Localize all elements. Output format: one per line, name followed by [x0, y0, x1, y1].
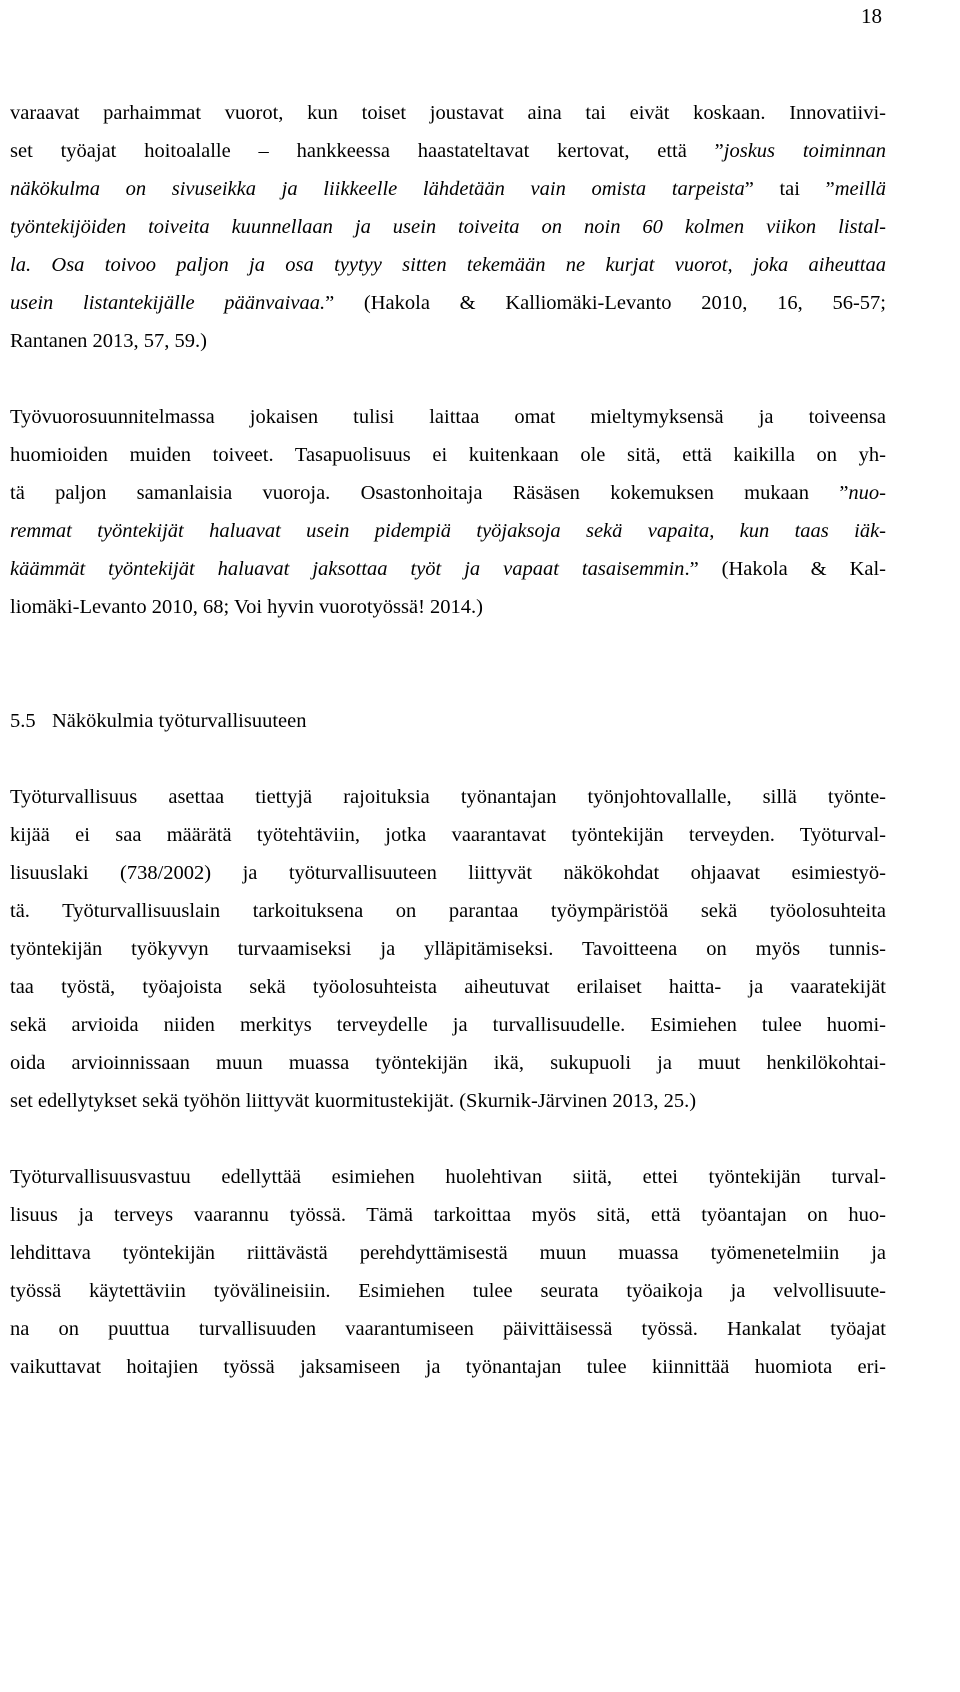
text-line [10, 1234, 886, 1272]
text-run: lisuuslaki (738/2002) ja työturvallisuuteen liittyvät näkökohdat ohjaavat esimiestyö- [10, 862, 886, 884]
paragraph [10, 778, 886, 1120]
text-run: .” (Hakola & Kal- [684, 558, 887, 580]
text-line [10, 284, 886, 322]
text-line [10, 398, 886, 436]
text-run: Työturvallisuusvastuu edellyttää esimiehen huolehtivan siitä, ettei työntekijän turval- [10, 1166, 886, 1188]
text-line [10, 968, 886, 1006]
text-run: taa työstä, työajoista sekä työolosuhteista aiheutuvat erilaiset haitta- ja vaaratekijät [10, 976, 886, 998]
document-body [10, 94, 886, 1386]
text-run: liomäki-Levanto 2010, 68; Voi hyvin vuorotyössä! 2014.) [10, 596, 483, 618]
text-line [10, 550, 886, 588]
text-line [10, 854, 886, 892]
text-run: Rantanen 2013, 57, 59.) [10, 330, 207, 352]
text-line [10, 94, 886, 132]
text-line [10, 170, 886, 208]
text-line [10, 436, 886, 474]
italic-text: remmat työntekijät haluavat usein pidempiä työjaksoja sekä vapaita, kun taas iäk- [10, 520, 886, 542]
text-run: tä. Työturvallisuuslain tarkoituksena on parantaa työympäristöä sekä työolosuhteita [10, 900, 886, 922]
text-line [10, 1310, 886, 1348]
text-line [10, 816, 886, 854]
text-line [10, 322, 886, 360]
section-title: Näkökulmia työturvallisuuteen [52, 710, 307, 732]
text-line [10, 1006, 886, 1044]
text-line [10, 778, 886, 816]
text-run: ” (Hakola & Kalliomäki-Levanto 2010, 16, 56-57; [325, 292, 886, 314]
text-line [10, 208, 886, 246]
paragraph [10, 1158, 886, 1386]
paragraph-gap [10, 360, 886, 398]
paragraph-group-before [10, 94, 886, 626]
text-run: Työturvallisuus asettaa tiettyjä rajoituksia työnantajan työnjohtovallalle, sillä työnte- [10, 786, 886, 808]
page-number: 18 [861, 4, 882, 28]
text-run: tä paljon samanlaisia vuoroja. Osastonhoitaja Räsäsen kokemuksen mukaan ” [10, 482, 849, 504]
text-run: set edellytykset sekä työhön liittyvät kuormitustekijät. (Skurnik-Järvinen 2013, 25.) [10, 1090, 697, 1112]
text-line [10, 1082, 886, 1120]
text-line [10, 930, 886, 968]
text-line [10, 1196, 886, 1234]
italic-text: näkökulma on sivuseikka ja liikkeelle lähdetään vain omista tarpeista [10, 178, 745, 200]
text-line [10, 1158, 886, 1196]
section-heading [10, 702, 886, 740]
paragraph [10, 398, 886, 626]
text-run: työntekijän työkyvyn turvaamiseksi ja ylläpitämiseksi. Tavoitteena on myös tunnis- [10, 938, 886, 960]
italic-text: työntekijöiden toiveita kuunnellaan ja usein toiveita on noin 60 kolmen viikon listal- [10, 216, 886, 238]
heading-gap [10, 740, 886, 778]
text-run: lisuus ja terveys vaarannu työssä. Tämä tarkoittaa myös sitä, että työantajan on huo- [10, 1204, 886, 1226]
section-number: 5.5 [10, 710, 36, 732]
italic-text: nuo- [848, 482, 886, 504]
text-run: set työajat hoitoalalle – hankkeessa haastateltavat kertovat, että ” [10, 140, 724, 162]
text-run: na on puuttua turvallisuuden vaarantumiseen päivittäisessä työssä. Hankalat työajat [10, 1318, 886, 1340]
text-run: työssä käytettäviin työvälineisiin. Esimiehen tulee seurata työaikoja ja velvollisuute- [10, 1280, 886, 1302]
paragraph-group-after [10, 778, 886, 1386]
text-run: lehdittava työntekijän riittävästä perehdyttämisestä muun muassa työmenetelmiin ja [10, 1242, 886, 1264]
paragraph-gap [10, 1120, 886, 1158]
text-run: kijää ei saa määrätä työtehtäviin, jotka vaarantavat työntekijän terveyden. Työturval- [10, 824, 886, 846]
text-line [10, 512, 886, 550]
italic-text: joskus toiminnan [723, 140, 886, 162]
text-line [10, 474, 886, 512]
italic-text: la. Osa toivoo paljon ja osa tyytyy sitten tekemään ne kurjat vuorot, joka aiheuttaa [10, 254, 886, 276]
text-line [10, 246, 886, 284]
paragraph [10, 94, 886, 360]
text-run: oida arvioinnissaan muun muassa työntekijän ikä, sukupuoli ja muut henkilökohtai- [10, 1052, 886, 1074]
text-run: ” tai ” [744, 178, 835, 200]
text-run: Työvuorosuunnitelmassa jokaisen tulisi laittaa omat mieltymyksensä ja toiveensa [10, 406, 886, 428]
text-line [10, 132, 886, 170]
text-line [10, 1348, 886, 1386]
text-run: huomioiden muiden toiveet. Tasapuolisuus ei kuitenkaan ole sitä, että kaikilla on yh- [10, 444, 886, 466]
italic-text: meillä [834, 178, 886, 200]
text-line [10, 892, 886, 930]
text-line [10, 1272, 886, 1310]
italic-text: usein listantekijälle päänvaivaa. [10, 292, 326, 314]
text-run: varaavat parhaimmat vuorot, kun toiset joustavat aina tai eivät koskaan. Innovatiivi- [10, 102, 886, 124]
text-run: vaikuttavat hoitajien työssä jaksamiseen ja työnantajan tulee kiinnittää huomiota eri- [10, 1356, 886, 1378]
section-gap [10, 626, 886, 702]
text-line [10, 1044, 886, 1082]
italic-text: käämmät työntekijät haluavat jaksottaa työt ja vapaat tasaisemmin [10, 558, 685, 580]
text-line [10, 588, 886, 626]
text-run: sekä arvioida niiden merkitys terveydelle ja turvallisuudelle. Esimiehen tulee huomi- [10, 1014, 886, 1036]
